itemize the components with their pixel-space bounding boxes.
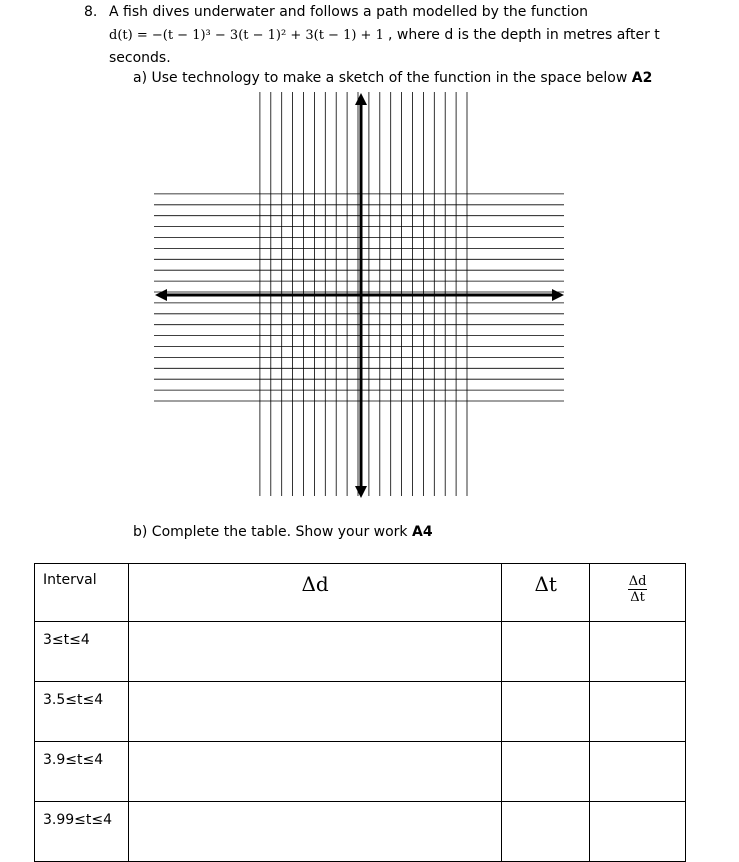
rate-answer-cell[interactable] xyxy=(590,742,686,802)
delta-t-answer-cell[interactable] xyxy=(502,802,590,862)
table-row xyxy=(35,622,686,682)
delta-d-answer-cell[interactable] xyxy=(128,802,501,862)
interval-cell: 3.99≤t≤4 xyxy=(35,802,129,862)
question-stem: A fish dives underwater and follows a path modelled by the function xyxy=(109,4,589,20)
x-axis-left-arrow-icon xyxy=(155,289,167,301)
sketch-grid[interactable] xyxy=(150,88,570,503)
rate-of-change-table xyxy=(34,563,686,862)
interval-cell: 3.9≤t≤4 xyxy=(35,742,129,802)
rate-fraction xyxy=(628,574,648,605)
table-row xyxy=(35,742,686,802)
header-interval: Interval xyxy=(35,564,129,622)
delta-t-answer-cell[interactable] xyxy=(502,622,590,682)
formula-suffix: , where d is the depth in metres after t xyxy=(388,27,660,43)
y-axis-up-arrow-icon xyxy=(355,93,367,105)
part-b-code: A4 xyxy=(412,524,433,540)
function-formula xyxy=(109,27,660,43)
rate-numerator: Δd xyxy=(628,574,647,589)
delta-t-answer-cell[interactable] xyxy=(502,742,590,802)
rate-answer-cell[interactable] xyxy=(590,802,686,862)
rate-denominator: Δt xyxy=(630,590,645,605)
y-axis-down-arrow-icon xyxy=(355,486,367,498)
x-axis-right-arrow-icon xyxy=(552,289,564,301)
table-row xyxy=(35,802,686,862)
table-row xyxy=(35,682,686,742)
part-a-code: A2 xyxy=(631,70,653,86)
header-delta-t: Δt xyxy=(502,564,590,622)
interval-cell: 3.5≤t≤4 xyxy=(35,682,129,742)
part-a-text: a) Use technology to make a sketch of the function in the space below xyxy=(133,70,632,86)
formula-rhs: −(t − 1)³ − 3(t − 1)² + 3(t − 1) + 1 xyxy=(151,28,384,43)
rate-answer-cell[interactable] xyxy=(590,622,686,682)
interval-cell: 3≤t≤4 xyxy=(35,622,129,682)
delta-d-answer-cell[interactable] xyxy=(128,622,501,682)
delta-d-answer-cell[interactable] xyxy=(128,682,501,742)
rate-answer-cell[interactable] xyxy=(590,682,686,742)
header-delta-d: Δd xyxy=(128,564,501,622)
table-header-row xyxy=(35,564,686,622)
delta-t-answer-cell[interactable] xyxy=(502,682,590,742)
part-b-prompt xyxy=(133,524,433,540)
formula-lhs: d(t) = xyxy=(109,28,152,43)
delta-d-answer-cell[interactable] xyxy=(128,742,501,802)
question-continuation: seconds. xyxy=(109,50,171,66)
part-b-text: b) Complete the table. Show your work xyxy=(133,524,412,540)
part-a-prompt xyxy=(133,70,652,86)
question-number: 8. xyxy=(84,4,98,20)
header-rate xyxy=(590,564,686,622)
